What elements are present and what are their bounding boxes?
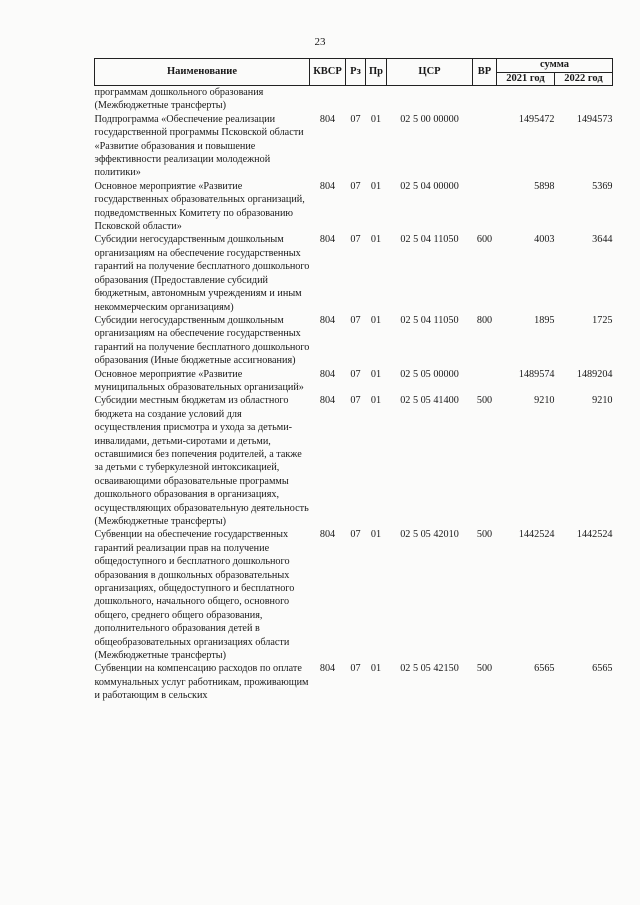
row-name: Основное мероприятие «Развитие государственных образовательных организаций, подведомственных Комитету по образованию Псковской области» bbox=[94, 180, 305, 233]
row-csr: 02 5 05 42010 bbox=[400, 529, 459, 541]
row-kvsr: 804 bbox=[319, 529, 336, 541]
row-csr: 02 5 05 41400 bbox=[400, 395, 459, 407]
header-name: Наименование bbox=[95, 59, 310, 86]
row-rz: 07 bbox=[350, 113, 361, 125]
row-sum-2021: 6565 bbox=[534, 663, 555, 675]
header-pr: Пр bbox=[366, 59, 387, 86]
row-csr: 02 5 05 00000 bbox=[400, 368, 459, 380]
row-rz: 07 bbox=[350, 529, 361, 541]
row-csr: 02 5 04 00000 bbox=[400, 180, 459, 192]
table-row bbox=[95, 180, 613, 234]
row-vr bbox=[473, 368, 497, 395]
row-kvsr: 804 bbox=[319, 234, 336, 246]
table-row bbox=[95, 113, 613, 180]
row-pr: 01 bbox=[370, 395, 382, 407]
page-number: 23 bbox=[314, 36, 326, 48]
row-csr: 02 5 00 00000 bbox=[400, 113, 459, 125]
row-sum-2022: 1489204 bbox=[576, 368, 613, 380]
row-name: Подпрограмма «Обеспечение реализации государственной программы Псковской области «Развитие образования и повышение эффективности реализации молодежной политики» bbox=[94, 113, 304, 179]
row-csr: 02 5 04 11050 bbox=[400, 314, 459, 326]
table-row bbox=[95, 662, 613, 702]
row-sum-2022: 3644 bbox=[592, 234, 613, 246]
row-kvsr: 804 bbox=[319, 180, 336, 192]
table-row bbox=[95, 314, 613, 368]
row-kvsr: 804 bbox=[319, 663, 336, 675]
row-pr bbox=[366, 86, 387, 113]
row-kvsr: 804 bbox=[319, 395, 336, 407]
row-sum-2021: 1489574 bbox=[518, 368, 555, 380]
row-sum-2021: 4003 bbox=[534, 234, 555, 246]
row-pr: 01 bbox=[370, 180, 382, 192]
row-vr: 500 bbox=[476, 395, 493, 407]
row-vr: 500 bbox=[476, 529, 493, 541]
row-name: Основное мероприятие «Развитие муниципальных образовательных организаций» bbox=[94, 368, 304, 393]
row-pr: 01 bbox=[370, 113, 382, 125]
row-pr: 01 bbox=[370, 314, 382, 326]
row-csr: 02 5 04 11050 bbox=[400, 234, 459, 246]
row-rz: 07 bbox=[350, 314, 361, 326]
row-pr: 01 bbox=[370, 663, 382, 675]
header-vr: ВР bbox=[473, 59, 497, 86]
row-sum-2022: 6565 bbox=[592, 663, 613, 675]
header-csr: ЦСР bbox=[387, 59, 473, 86]
row-vr: 500 bbox=[476, 663, 493, 675]
row-vr bbox=[473, 86, 497, 113]
row-csr bbox=[387, 86, 473, 113]
row-sum-2022: 5369 bbox=[592, 180, 613, 192]
row-pr: 01 bbox=[370, 234, 382, 246]
row-vr bbox=[473, 180, 497, 234]
header-rz: Рз bbox=[346, 59, 366, 86]
row-sum-2021: 1895 bbox=[534, 314, 555, 326]
header-year-2021: 2021 год bbox=[497, 72, 555, 86]
budget-table bbox=[94, 58, 613, 703]
row-kvsr bbox=[310, 86, 346, 113]
row-sum-2022: 1725 bbox=[592, 314, 613, 326]
row-csr: 02 5 05 42150 bbox=[400, 663, 459, 675]
row-name: программам дошкольного образования (Межбюджетные трансферты) bbox=[94, 87, 264, 112]
row-name: Субсидии негосударственным дошкольным организациям на обеспечение государственных гарантий на получение бесплатного дошкольного образования (Предоставление субсидий бюджетным, автономным учреждениям и иным некоммерческим организациям) bbox=[94, 234, 310, 313]
row-rz: 07 bbox=[350, 368, 361, 380]
table-row bbox=[95, 394, 613, 528]
row-rz bbox=[346, 86, 366, 113]
table-row bbox=[95, 86, 613, 113]
table-header bbox=[95, 59, 613, 86]
row-sum-2022: 1442524 bbox=[576, 529, 613, 541]
row-sum-2022: 1494573 bbox=[576, 113, 613, 125]
row-sum-2021: 1495472 bbox=[518, 113, 555, 125]
row-rz: 07 bbox=[350, 663, 361, 675]
row-name: Субсидии местным бюджетам из областного бюджета на создание условий для осуществления присмотра и ухода за детьми-инвалидами, детьми-сиротами и детьми, оставшимися без попечения родителей, а также за детьми с туберкулезной интоксикацией, осваивающими образовательные программы дошкольного образования в организациях, осуществляющих образовательную деятельность (Межбюджетные трансферты) bbox=[94, 395, 309, 527]
row-sum-2021 bbox=[497, 86, 555, 113]
table-row bbox=[95, 368, 613, 395]
table-row bbox=[95, 528, 613, 662]
row-rz: 07 bbox=[350, 234, 361, 246]
row-sum-2022 bbox=[555, 86, 613, 113]
header-year-2022: 2022 год bbox=[555, 72, 613, 86]
row-pr: 01 bbox=[370, 368, 382, 380]
row-kvsr: 804 bbox=[319, 113, 336, 125]
row-sum-2021: 9210 bbox=[534, 395, 555, 407]
row-sum-2021: 5898 bbox=[534, 180, 555, 192]
row-pr: 01 bbox=[370, 529, 382, 541]
table-row bbox=[95, 233, 613, 313]
header-kvsr: КВСР bbox=[310, 59, 346, 86]
row-kvsr: 804 bbox=[319, 368, 336, 380]
row-name: Субвенции на компенсацию расходов по оплате коммунальных услуг работникам, проживающим и работающим в сельских bbox=[94, 663, 309, 702]
row-rz: 07 bbox=[350, 180, 361, 192]
row-name: Субсидии негосударственным дошкольным организациям на обеспечение государственных гарантий на получение бесплатного дошкольного образования (Иные бюджетные ассигнования) bbox=[94, 314, 310, 367]
table-body bbox=[95, 86, 613, 703]
row-vr bbox=[473, 113, 497, 180]
header-sum: сумма bbox=[497, 59, 613, 73]
row-vr: 600 bbox=[476, 234, 493, 246]
row-vr: 800 bbox=[476, 314, 493, 326]
row-name: Субвенции на обеспечение государственных гарантий реализации прав на получение общедоступного и бесплатного дошкольного образования в дошкольных образовательных организациях, общедоступного и бесплатного дошкольного, начального общего, основного общего, среднего общего образования, дополнительного образования детей в общеобразовательных организациях области (Межбюджетные трансферты) bbox=[94, 529, 295, 662]
row-kvsr: 804 bbox=[319, 314, 336, 326]
row-rz: 07 bbox=[350, 395, 361, 407]
row-sum-2022: 9210 bbox=[592, 395, 613, 407]
row-sum-2021: 1442524 bbox=[518, 529, 555, 541]
